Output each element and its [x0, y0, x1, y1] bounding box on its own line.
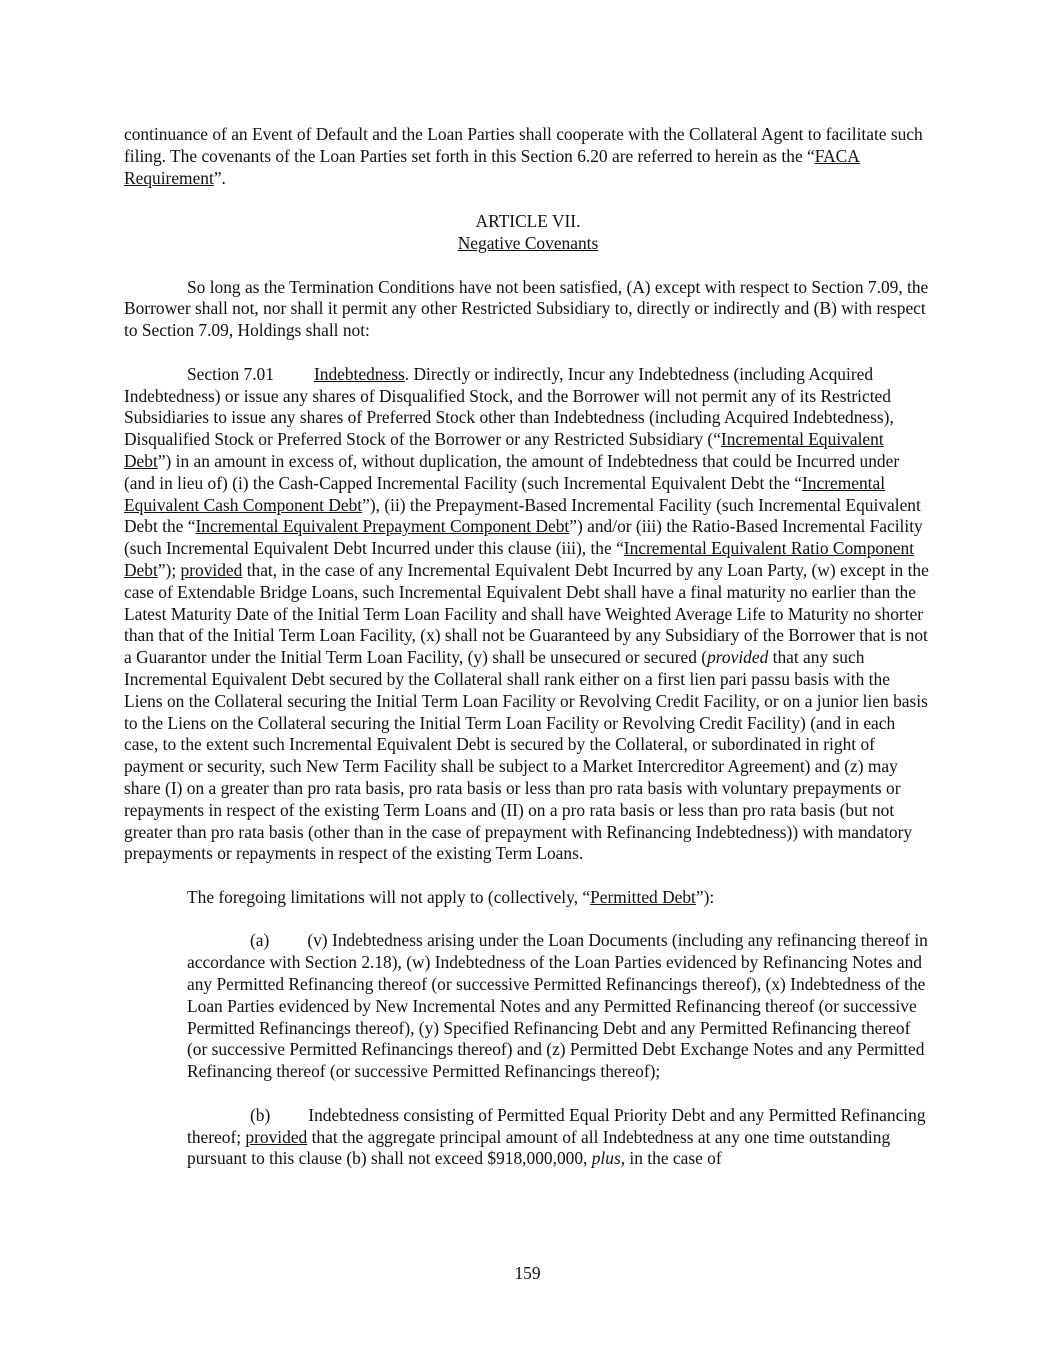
proviso-term: provided: [180, 559, 243, 580]
clause-label: (b): [250, 1104, 271, 1125]
defined-term: Incremental Equivalent Prepayment Component Debt: [195, 516, 570, 537]
proviso-term: provided: [245, 1126, 308, 1147]
section-7-01: Section 7.01 Indebtedness. Directly or indirectly, Incur any Indebtedness (including Acquired Indebtedness) or issue any shares of Disqualified Stock, and the Borrower will not permit any of its Restricted Subsidiaries to issue any shares of Preferred Stock other than Indebtedness (including Acquired Indebtedness), Disqualified Stock or Preferred Stock of the Borrower or any Restricted Subsidiary (“Incremental Equivalent Debt”) in an amount in excess of, without duplication, the amount of Indebtedness that could be Incurred under (and in lieu of) (i) the Cash-Capped Incremental Facility (such Incremental Equivalent Debt the “Incremental Equivalent Cash Component Debt”), (ii) the Prepayment-Based Incremental Facility (such Incremental Equivalent Debt the “Incremental Equivalent Prepayment Component Debt”) and/or (iii) the Ratio-Based Incremental Facility (such Incremental Equivalent Debt Incurred under this clause (iii), the “Incremental Equivalent Ratio Component Debt”); provided that, in the case of any Incremental Equivalent Debt Incurred by any Loan Party, (w) except in the case of Extendable Bridge Loans, such Incremental Equivalent Debt shall have a final maturity no earlier than the Latest Maturity Date of the Initial Term Loan Facility and shall have Weighted Average Life to Maturity no shorter than that of the Initial Term Loan Facility, (x) shall not be Guaranteed by any Subsidiary of the Borrower that is not a Guarantor under the Initial Term Loan Facility, (y) shall be unsecured or secured (provided that any such Incremental Equivalent Debt secured by the Collateral shall rank either on a first lien pari passu basis with the Liens on the Collateral securing the Initial Term Loan Facility or Revolving Credit Facility, or on a junior lien basis to the Liens on the Collateral securing the Initial Term Loan Facility or Revolving Credit Facility) (and in each case, to the extent such Incremental Equivalent Debt is secured by the Collateral, or subordinated in right of payment or security, such New Term Facility shall be subject to a Market Intercreditor Agreement) and (z) may share (I) on a greater than pro rata basis, pro rata basis or less than pro rata basis with voluntary prepayments or repayments in respect of the existing Term Loans and (II) on a pro rata basis or less than pro rata basis (but not greater than pro rata basis (other than in the case of prepayment with Refinancing Indebtedness)) with mandatory prepayments or repayments in respect of the existing Term Loans.: [124, 363, 929, 864]
proviso-term-italic: provided: [707, 647, 769, 668]
article-number: ARTICLE VII.: [475, 211, 581, 232]
lead-paragraph: So long as the Termination Conditions have not been satisfied, (A) except with respect to Section 7.09, the Borrower shall not, nor shall it permit any other Restricted Subsidiary to, directly or indirectly and (B) with respect to Section 7.09, Holdings shall not:: [124, 276, 929, 341]
defined-term-faca: FACA Requirement: [124, 145, 860, 188]
defined-term: Incremental Equivalent Cash Component Debt: [124, 472, 886, 515]
section-heading: Indebtedness: [313, 363, 405, 384]
foregoing-paragraph: The foregoing limitations will not apply to (collectively, “Permitted Debt”):: [187, 886, 715, 907]
clause-a: (a) (v) Indebtedness arising under the Loan Documents (including any refinancing thereof in accordance with Section 2.18), (w) Indebtedness of the Loan Parties evidenced by Refinancing Notes and any Permitted Refinancing thereof (or successive Permitted Refinancings thereof), (x) Indebtedness of the Loan Parties evidenced by New Incremental Notes and any Permitted Refinancing thereof (or successive Permitted Refinancings thereof), (y) Specified Refinancing Debt and any Permitted Refinancing thereof (or successive Permitted Refinancings thereof) and (z) Permitted Debt Exchange Notes and any Permitted Refinancing thereof (or successive Permitted Refinancings thereof);: [187, 930, 928, 1082]
article-title: Negative Covenants: [457, 232, 599, 253]
defined-term: Incremental Equivalent Ratio Component Debt: [124, 538, 915, 580]
defined-term-permitted-debt: Permitted Debt: [590, 886, 696, 907]
intro-paragraph: continuance of an Event of Default and the Loan Parties shall cooperate with the Collateral Agent to facilitate such filing. The covenants of the Loan Parties set forth in this Section 6.20 are referred to herein as the “FACA Requirement”.: [124, 124, 923, 188]
section-number: Section 7.01: [187, 363, 274, 384]
plus-term: plus,: [591, 1148, 626, 1169]
clause-b: (b) Indebtedness consisting of Permitted Equal Priority Debt and any Permitted Refinancing thereof; provided that the aggregate principal amount of all Indebtedness at any one time outstanding pursuant to this clause (b) shall not exceed $918,000,000, plus, in the case of: [187, 1104, 926, 1169]
defined-term: Incremental Equivalent Debt: [124, 429, 884, 471]
page-number: 159: [514, 1263, 541, 1283]
document-page: [124, 124, 932, 1170]
clause-label: (a): [250, 930, 270, 951]
